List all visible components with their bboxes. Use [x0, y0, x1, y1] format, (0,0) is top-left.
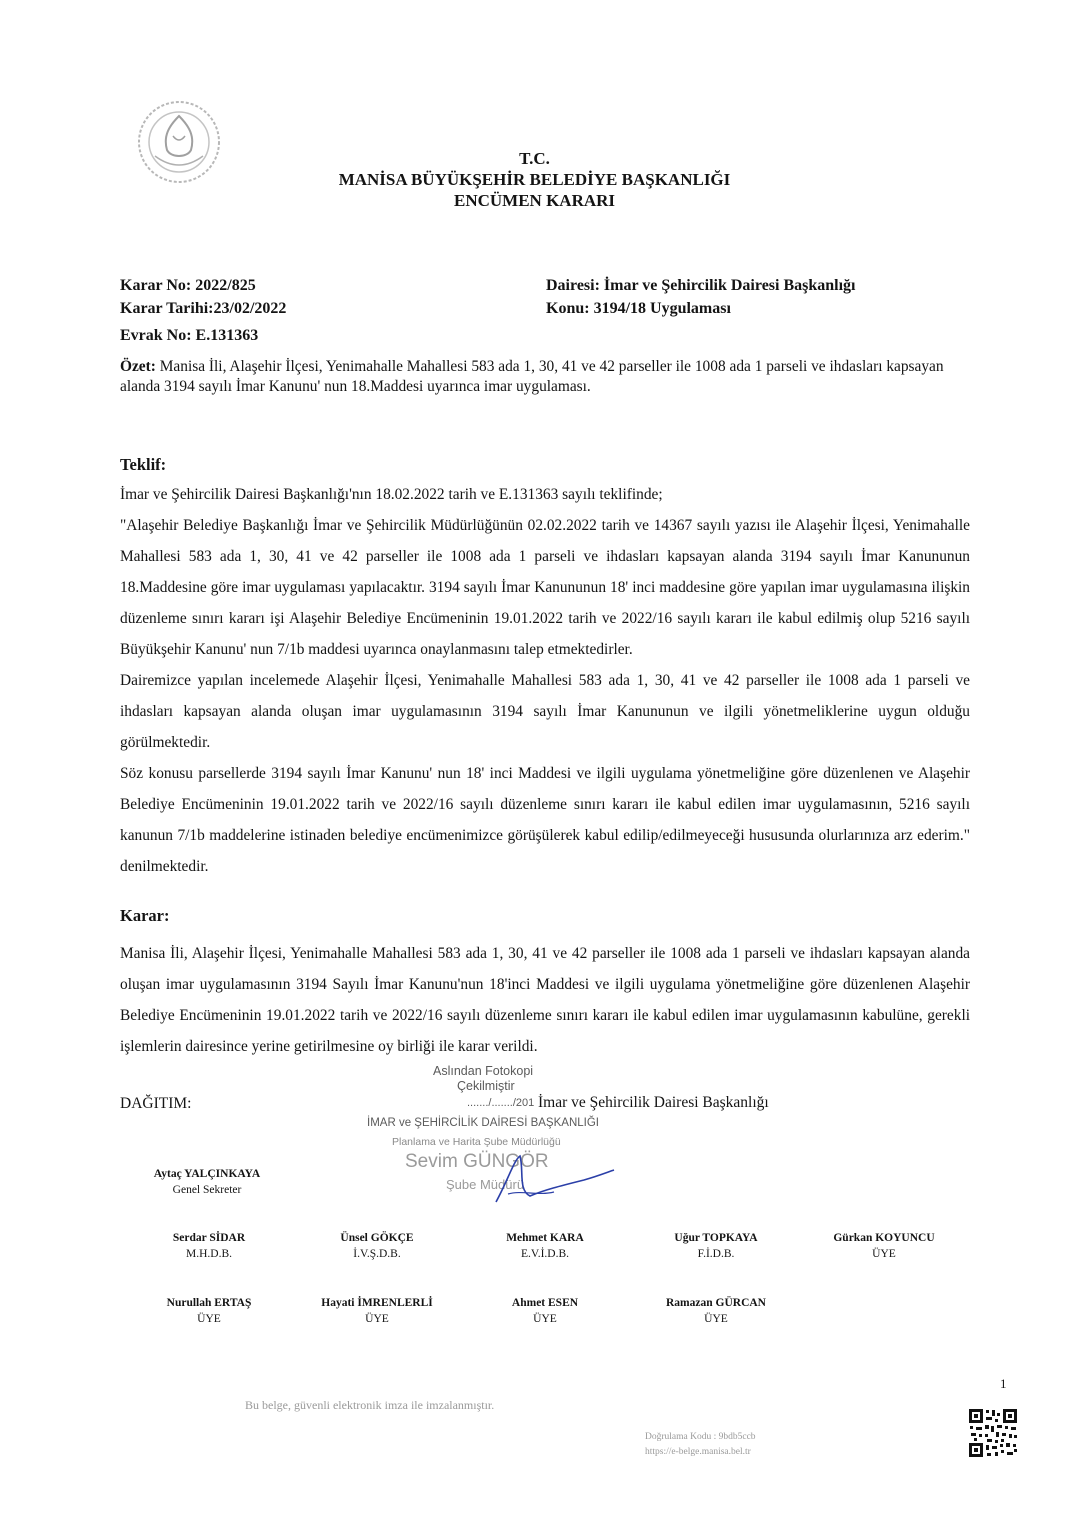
signatory [292, 1230, 462, 1262]
karar-no: Karar No: 2022/825 [120, 277, 256, 294]
signatory-title: ÜYE [704, 1313, 728, 1325]
esign-notice: Bu belge, güvenli elektronik imza ile imzalanmıştır. [245, 1398, 495, 1412]
karar-heading: Karar: [120, 906, 170, 925]
stamp-sub-department: Planlama ve Harita Şube Müdürlüğü [392, 1136, 561, 1148]
signatory-name: Serdar SİDAR [172, 1232, 246, 1244]
karar-tarihi: Karar Tarihi:23/02/2022 [120, 300, 287, 317]
karar-body [120, 938, 970, 1062]
signatory [122, 1166, 292, 1198]
ozet-text: Manisa İli, Alaşehir İlçesi, Yenimahalle Mahallesi 583 ada 1, 30, 41 ve 42 parseller ile 1008 ada 1 parseli ve ihdasları kapsayan alanda 3194 sayılı İmar Kanunu' nun 18.Maddesi uyarınca imar uygulaması. [120, 358, 944, 395]
signatory-name: Ahmet ESEN [511, 1297, 579, 1309]
stamp-copy-line1: Aslından Fotokopi [433, 1064, 534, 1078]
signatory-title: ÜYE [533, 1313, 557, 1325]
teklif-paragraph: Dairemizce yapılan incelemede Alaşehir İlçesi, Yenimahalle Mahallesi 583 ada 1, 30, 41 ve 42 parseller ile 1008 ada 1 parseli ve ihdasları kapsayan alanda oluşan imar uygulamasının 3194 sayılı İmar Kanununun ve ilgili yönetmeliklerine uygun olduğu görülmektedir. [120, 672, 970, 751]
signatory [460, 1230, 630, 1262]
signatory-name: Ramazan GÜRCAN [666, 1297, 766, 1309]
signatory-name: Aytaç YALÇINKAYA [153, 1168, 261, 1180]
signatory-name: Mehmet KARA [506, 1232, 584, 1244]
verification-code: Doğrulama Kodu : 9bdb5ccb [645, 1432, 756, 1442]
verification-url: https://e-belge.manisa.bel.tr [645, 1447, 751, 1457]
signatory-title: ÜYE [197, 1313, 221, 1325]
signatory-name: Nurullah ERTAŞ [166, 1297, 252, 1309]
teklif-heading: Teklif: [120, 455, 167, 474]
ozet-label: Özet: [120, 358, 156, 375]
signatory [124, 1230, 294, 1262]
signatory [799, 1230, 969, 1262]
header-document-type: ENCÜMEN KARARI [453, 191, 616, 210]
ozet-summary [120, 357, 975, 397]
signatory-name: Gürkan KOYUNCU [833, 1232, 935, 1244]
signatory-title: ÜYE [872, 1248, 896, 1260]
stamp-copy-line2: Çekilmiştir [457, 1079, 515, 1093]
stamp-title: Şube Müdürü [446, 1177, 525, 1192]
dagitim-label: DAĞITIM: [120, 1095, 192, 1112]
signatory [124, 1295, 294, 1327]
signatory [631, 1295, 801, 1327]
signatory-title: ÜYE [365, 1313, 389, 1325]
signatory-title: Genel Sekreter [172, 1184, 242, 1196]
signatory [631, 1230, 801, 1262]
stamp-department: İMAR ve ŞEHİRCİLİK DAİRESİ BAŞKANLIĞI [367, 1117, 599, 1129]
qr-code-icon [968, 1408, 1018, 1458]
signatory-title: F.İ.D.B. [697, 1248, 735, 1260]
konu: Konu: 3194/18 Uygulaması [546, 300, 731, 317]
header-institution: MANİSA BÜYÜKŞEHİR BELEDİYE BAŞKANLIĞI [338, 170, 731, 189]
evrak-no: Evrak No: E.131363 [120, 327, 259, 344]
stamp-date: ......./......./201 [467, 1097, 535, 1109]
signatory-title: E.V.İ.D.B. [520, 1248, 570, 1260]
teklif-paragraph: Söz konusu parsellerde 3194 sayılı İmar Kanunu' nun 18' inci Maddesi ve ilgili uygulama yönetmeliğine göre düzenlenen ve Alaşehir Belediye Encümeninin 19.01.2022 tarih ve 2022/16 sayılı düzenleme sınırı kararı ile kabul edilen imar uygulamasının, 5216 sayılı kanunun 7/1b maddelerine istinaden belediye encümenimizce görüşülerek kabul edilip/edilmeyeceği hususunda olurlarınıza arz ederim." denilmektedir. [120, 765, 970, 875]
header-line-tc: T.C. [519, 149, 550, 168]
signatory-name: Uğur TOPKAYA [674, 1232, 758, 1244]
teklif-paragraph: "Alaşehir Belediye Başkanlığı İmar ve Şehircilik Müdürlüğünün 02.02.2022 tarih ve 14367 sayılı yazısı ile Alaşehir İlçesi, Yenimahalle Mahallesi 583 ada 1, 30, 41 ve 42 parseller ile 1008 ada 1 parseli ve ihdasları kapsayan alanda 3194 sayılı İmar Kanununun 18.Maddesine göre imar uygulaması yapılacaktır. 3194 sayılı İmar Kanununun 18' inci maddesine göre yapılan imar uygulamasına ilişkin düzenleme sınırı kararı işi Alaşehir Belediye Encümeninin 19.01.2022 tarih ve 2022/16 sayılı kararı ile kabul edilmiş olup 5216 sayılı Büyükşehir Kanunu' nun 7/1b maddesi uyarınca onaylanmasını talep etmektedirler. [120, 517, 970, 658]
stamp-name: Sevim GÜNGÖR [405, 1151, 549, 1172]
signatory [460, 1295, 630, 1327]
page-number: 1 [1000, 1376, 1007, 1391]
signatory-title: İ.V.Ş.D.B. [353, 1248, 401, 1260]
signatory-title: M.H.D.B. [185, 1248, 232, 1260]
teklif-paragraph: İmar ve Şehircilik Dairesi Başkanlığı'nın 18.02.2022 tarih ve E.131363 sayılı teklifinde; [120, 486, 663, 503]
signatory-name: Ünsel GÖKÇE [340, 1232, 414, 1244]
signatory-name: Hayati İMRENLERLİ [321, 1297, 433, 1309]
handwritten-signature [488, 1150, 618, 1210]
signatory [292, 1295, 462, 1327]
dairesi: Dairesi: İmar ve Şehircilik Dairesi Başkanlığı [546, 277, 856, 294]
dagitim-recipient: İmar ve Şehircilik Dairesi Başkanlığı [538, 1094, 769, 1111]
karar-text: Manisa İli, Alaşehir İlçesi, Yenimahalle Mahallesi 583 ada 1, 30, 41 ve 42 parseller ile 1008 ada 1 parseli ve ihdasları kapsayan alanda oluşan imar uygulamasının 3194 Sayılı İmar Kanunu'nun 18'inci Maddesi ve ilgili uygulama yönetmeliğine göre düzenlenen Alaşehir Belediye Encümeninin 19.01.2022 tarih ve 2022/16 sayılı düzenleme sınırı kararı ile kabul edilen imar uygulamasının kabulüne, gerekli işlemlerin dairesince yerine getirilmesine oy birliği ile karar verildi. [120, 945, 970, 1055]
teklif-body [120, 479, 970, 882]
